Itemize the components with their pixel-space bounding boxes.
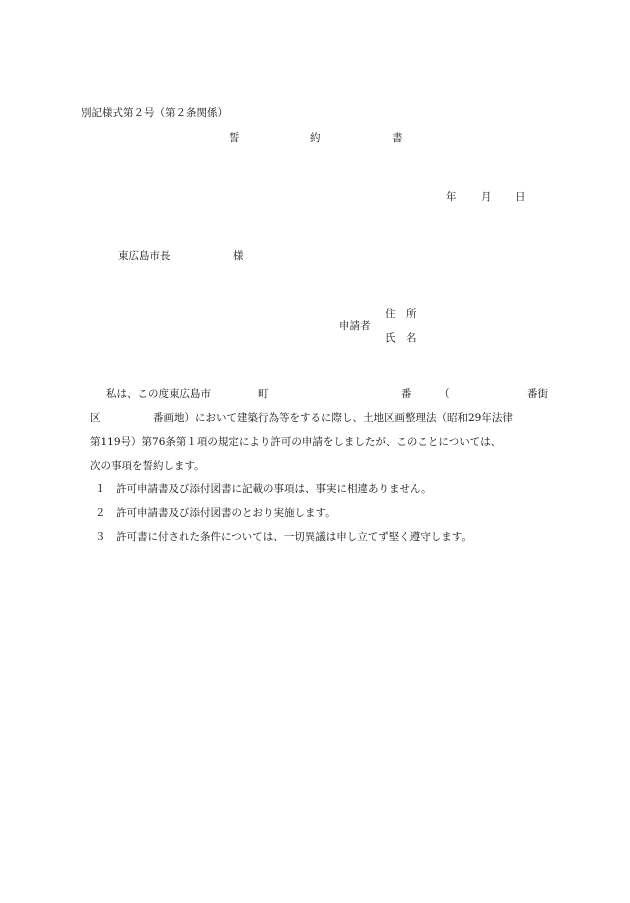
list-item — [90, 530, 548, 544]
body-line-1 — [90, 387, 548, 401]
list-item-text: 許可申請書及び添付図書のとおり実施します。 — [116, 507, 336, 519]
applicant-label: 申請者 — [339, 320, 371, 332]
body-line1-bangai: 番街 — [527, 388, 548, 400]
body-line1-paren: （ — [439, 388, 450, 400]
applicant-name-label: 氏 名 — [385, 332, 417, 344]
applicant-address-label: 住 所 — [385, 308, 417, 320]
body-line-2 — [90, 411, 548, 425]
title-char-1: 誓 — [229, 132, 240, 144]
addressee-honorific: 様 — [233, 250, 244, 262]
body-line2-ku: 区 — [90, 412, 101, 424]
body-line-3 — [90, 435, 548, 449]
body-line-4 — [90, 459, 548, 473]
body-line2-text: 番画地）において建築行為等をするに際し、土地区画整理法（昭和29年法律 — [153, 412, 513, 424]
body-line1-town: 町 — [258, 388, 269, 400]
date-year: 年 — [446, 191, 457, 203]
addressee-name: 東広島市長 — [118, 250, 171, 262]
body-line4-text: 次の事項を誓約します。 — [90, 460, 205, 472]
list-item-number: ３ — [95, 531, 106, 543]
list-item-number: １ — [95, 483, 106, 495]
date-month: 月 — [481, 191, 492, 203]
body-line1-ban: 番 — [401, 388, 412, 400]
form-label: 別記様式第２号（第２条関係） — [81, 107, 228, 119]
list-item-text: 許可書に付された条件については、一切異議は申し立てず堅く遵守します。 — [116, 531, 472, 543]
list-item — [90, 482, 548, 496]
body-line3-text: 第119号）第76条第１項の規定により許可の申請をしましたが、このことについては、 — [90, 436, 502, 448]
list-item-number: ２ — [95, 507, 106, 519]
list-item — [90, 506, 548, 520]
body-line1-text: 私は、この度東広島市 — [106, 388, 211, 400]
title-char-2: 約 — [310, 132, 321, 144]
date-day: 日 — [515, 191, 526, 203]
title-char-3: 書 — [392, 132, 403, 144]
list-item-text: 許可申請書及び添付図書に記載の事項は、事実に相違ありません。 — [116, 483, 432, 495]
